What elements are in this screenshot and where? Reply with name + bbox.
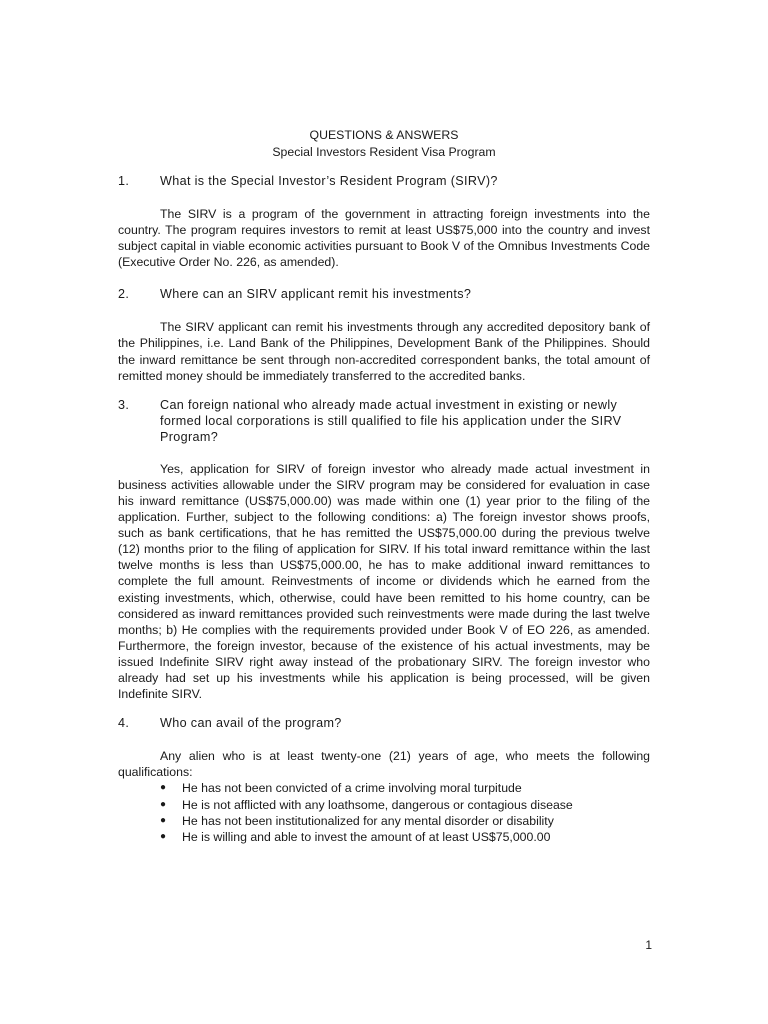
document-title: QUESTIONS & ANSWERS [309, 128, 459, 142]
document-subtitle: Special Investors Resident Visa Program [272, 145, 496, 159]
question-4 [118, 715, 650, 731]
bullet-icon: ● [160, 798, 167, 810]
list-item-text: He has not been institutionalized for any mental disorder or disability [182, 813, 554, 828]
list-item [160, 829, 650, 845]
question-text: Who can avail of the program? [160, 716, 342, 731]
answer-3: Yes, application for SIRV of foreign investor who already made actual investment in business activities allowable under the SIRV program may be considered for evaluation in case his inward remittance (US$75,000.00) was made within one (1) year prior to the filing of the application. Further, subject to the following conditions: a) The foreign investor shows proofs, such as bank certifications, that he has remitted the US$75,000.00 during the previous twelve (12) months prior to the filing of application for SIRV. If his total inward remittance within the last twelve months is less than US$75,000.00, he has to make additional inward remittances to complete the full amount. Reinvestments of income or dividends which he earned from the existing investments, which, otherwise, could have been remitted to his home country, can be considered as inward remittances provided such reinvestments were made during the last twelve months; b) He complies with the requirements provided under Book V of EO 226, as amended. Furthermore, the foreign investor, because of the existence of his actual investments, may be issued Indefinite SIRV right away instead of the probationary SIRV. The foreign investor who already had set up his investments while his application is being processed, will be given Indefinite SIRV. [118, 461, 650, 702]
list-item [160, 797, 650, 813]
question-text: What is the Special Investor’s Resident Program (SIRV)? [160, 174, 498, 188]
question-1 [118, 173, 650, 189]
list-item-text: He has not been convicted of a crime involving moral turpitude [182, 781, 522, 796]
question-3 [118, 397, 650, 445]
qa-content [118, 173, 650, 845]
answer-2: The SIRV applicant can remit his investments through any accredited depository bank of the Philippines, i.e. Land Bank of the Philippines, Development Bank of the Philippines. Should the inward remittance be sent through non-accredited correspondent banks, the total amount of remitted money should be immediately transferred to the accredited banks. [118, 320, 650, 383]
question-text: Can foreign national who already made actual investment in existing or newly formed local corporations is still qualified to file his application under the SIRV Program? [160, 397, 622, 444]
list-item-text: He is not afflicted with any loathsome, dangerous or contagious disease [182, 797, 573, 812]
question-number: 2. [118, 287, 130, 302]
list-item-text: He is willing and able to invest the amount of at least US$75,000.00 [182, 829, 551, 844]
bullet-icon: ● [160, 782, 167, 794]
question-number: 4. [118, 716, 130, 731]
list-item [160, 813, 650, 829]
answer-1: The SIRV is a program of the government in attracting foreign investments into the country. The program requires investors to remit at least US$75,000 into the country and invest subject capital in viable economic activities pursuant to Book V of the Omnibus Investments Code (Executive Order No. 226, as amended). [118, 207, 650, 270]
question-text: Where can an SIRV applicant remit his investments? [160, 287, 472, 302]
qualifications-list [118, 780, 650, 845]
bullet-icon: ● [160, 814, 167, 826]
document-header [0, 127, 768, 161]
question-number: 1. [118, 174, 130, 188]
answer-4: Any alien who is at least twenty-one (21) years of age, who meets the following qualifications: [118, 749, 650, 780]
list-item [160, 780, 650, 796]
question-number: 3. [118, 397, 130, 412]
question-2 [118, 286, 650, 302]
page-number: 1 [645, 938, 652, 952]
bullet-icon: ● [160, 830, 167, 842]
